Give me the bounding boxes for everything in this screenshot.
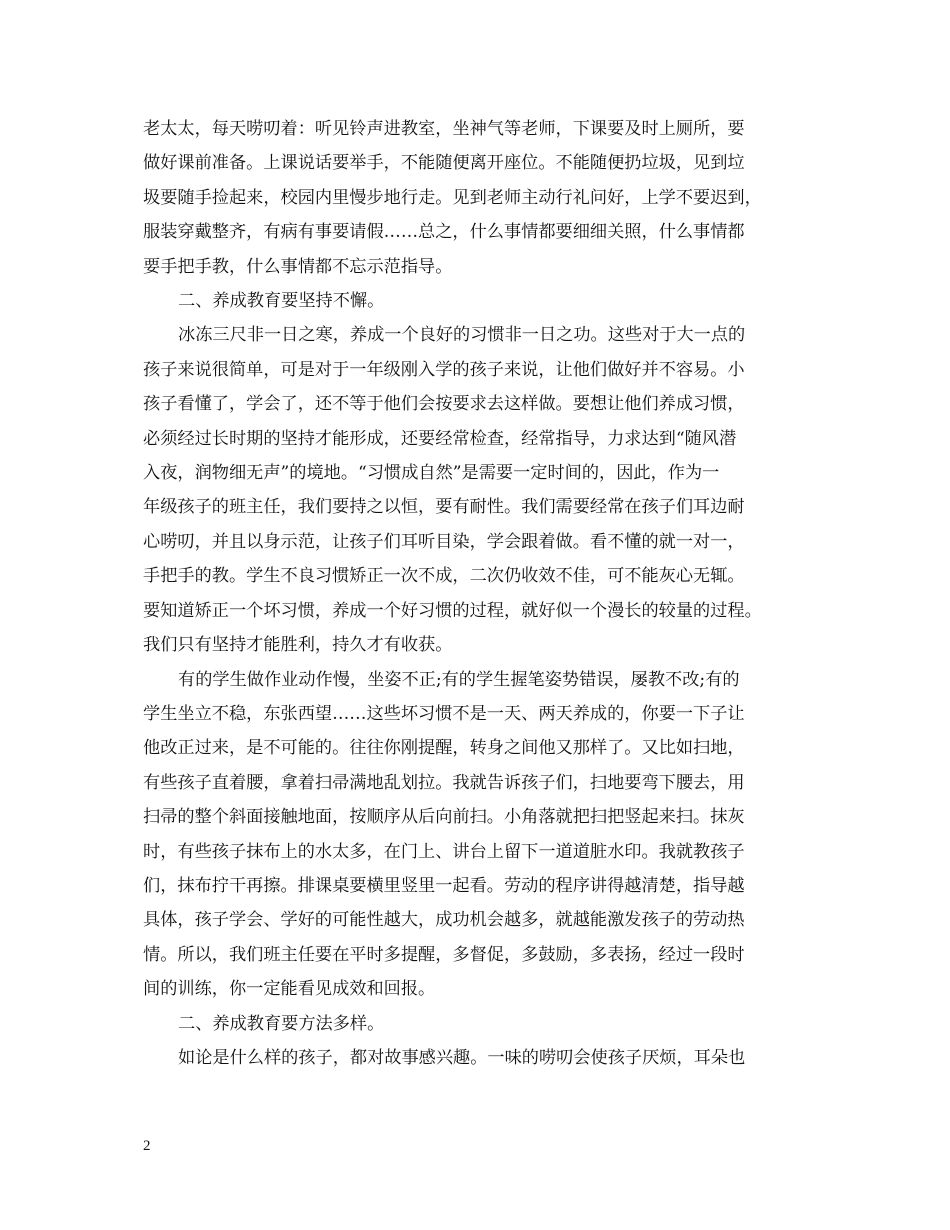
document-body <box>143 112 828 1075</box>
text-line: 手把手的教。学生不良习惯矫正一次不成，二次仍收效不佳，可不能灰心无辄。 <box>143 566 745 587</box>
text-line: 扫帚的整个斜面接触地面，按顺序从后向前扫。小角落就把扫把竖起来扫。抹灰 <box>143 807 745 828</box>
text-line: 做好课前准备。上课说话要举手，不能随便离开座位。不能随便扔垃圾，见到垃 <box>143 153 745 174</box>
text-line: 要知道矫正一个坏习惯，养成一个好习惯的过程，就好似一个漫长的较量的过程。 <box>143 600 762 621</box>
page-number: 2 <box>143 1138 151 1154</box>
paragraph <box>143 112 828 284</box>
text-line: 二、养成教育要方法多样。 <box>178 1013 385 1034</box>
text-line: 必须经过长时期的坚持才能形成，还要经常检查，经常指导，力求达到“随风潜 <box>143 428 737 449</box>
text-line: 他改正过来，是不可能的。往往你刚提醒，转身之间他又那样了。又比如扫地， <box>143 738 745 759</box>
text-line: 学生坐立不稳，东张西望……这些坏习惯不是一天、两天养成的，你要一下子让 <box>143 703 745 724</box>
text-line: 具体，孩子学会、学好的可能性越大，成功机会越多，就越能激发孩子的劳动热 <box>143 910 745 931</box>
section-heading <box>143 284 828 318</box>
text-line: 有的学生做作业动作慢，坐姿不正;有的学生握笔姿势错误，屡教不改;有的 <box>178 669 740 690</box>
text-line: 二、养成教育要坚持不懈。 <box>178 291 385 312</box>
text-line: 年级孩子的班主任，我们要持之以恒，要有耐性。我们需要经常在孩子们耳边耐 <box>143 497 745 518</box>
text-line: 有些孩子直着腰，拿着扫帚满地乱划拉。我就告诉孩子们，扫地要弯下腰去，用 <box>143 772 745 793</box>
paragraph <box>143 318 828 662</box>
text-line: 服装穿戴整齐，有病有事要请假……总之，什么事情都要细细关照，什么事情都 <box>143 222 745 243</box>
text-line: 如论是什么样的孩子，都对故事感兴趣。一味的唠叨会使孩子厌烦，耳朵也 <box>178 1047 746 1068</box>
text-line: 孩子看懂了，学会了，还不等于他们会按要求去这样做。要想让他们养成习惯， <box>143 394 745 415</box>
text-line: 要手把手教，什么事情都不忘示范指导。 <box>143 256 453 277</box>
text-line: 们，抹布拧干再擦。排课桌要横里竖里一起看。劳动的程序讲得越清楚，指导越 <box>143 875 745 896</box>
paragraph <box>143 663 828 1007</box>
text-line: 孩子来说很简单，可是对于一年级刚入学的孩子来说，让他们做好并不容易。小 <box>143 359 745 380</box>
text-line: 冰冻三尺非一日之寒，养成一个良好的习惯非一日之功。这些对于大一点的 <box>178 325 746 346</box>
text-line: 入夜，润物细无声”的境地。“习惯成自然”是需要一定时间的，因此，作为一 <box>143 463 720 484</box>
paragraph <box>143 1041 828 1075</box>
text-line: 圾要随手捡起来，校园内里慢步地行走。见到老师主动行礼问好，上学不要迟到， <box>143 187 762 208</box>
text-line: 我们只有坚持才能胜利，持久才有收获。 <box>143 635 453 656</box>
text-line: 间的训练，你一定能看见成效和回报。 <box>143 979 436 1000</box>
text-line: 老太太，每天唠叨着：听见铃声进教室，坐神气等老师，下课要及时上厕所，要 <box>143 119 745 139</box>
section-heading <box>143 1007 828 1041</box>
text-line: 情。所以，我们班主任要在平时多提醒，多督促，多鼓励，多表扬，经过一段时 <box>143 944 745 965</box>
text-line: 心唠叨，并且以身示范，让孩子们耳听目染，学会跟着做。看不懂的就一对一， <box>143 531 745 552</box>
text-line: 时，有些孩子抹布上的水太多，在门上、讲台上留下一道道脏水印。我就教孩子 <box>143 841 745 862</box>
